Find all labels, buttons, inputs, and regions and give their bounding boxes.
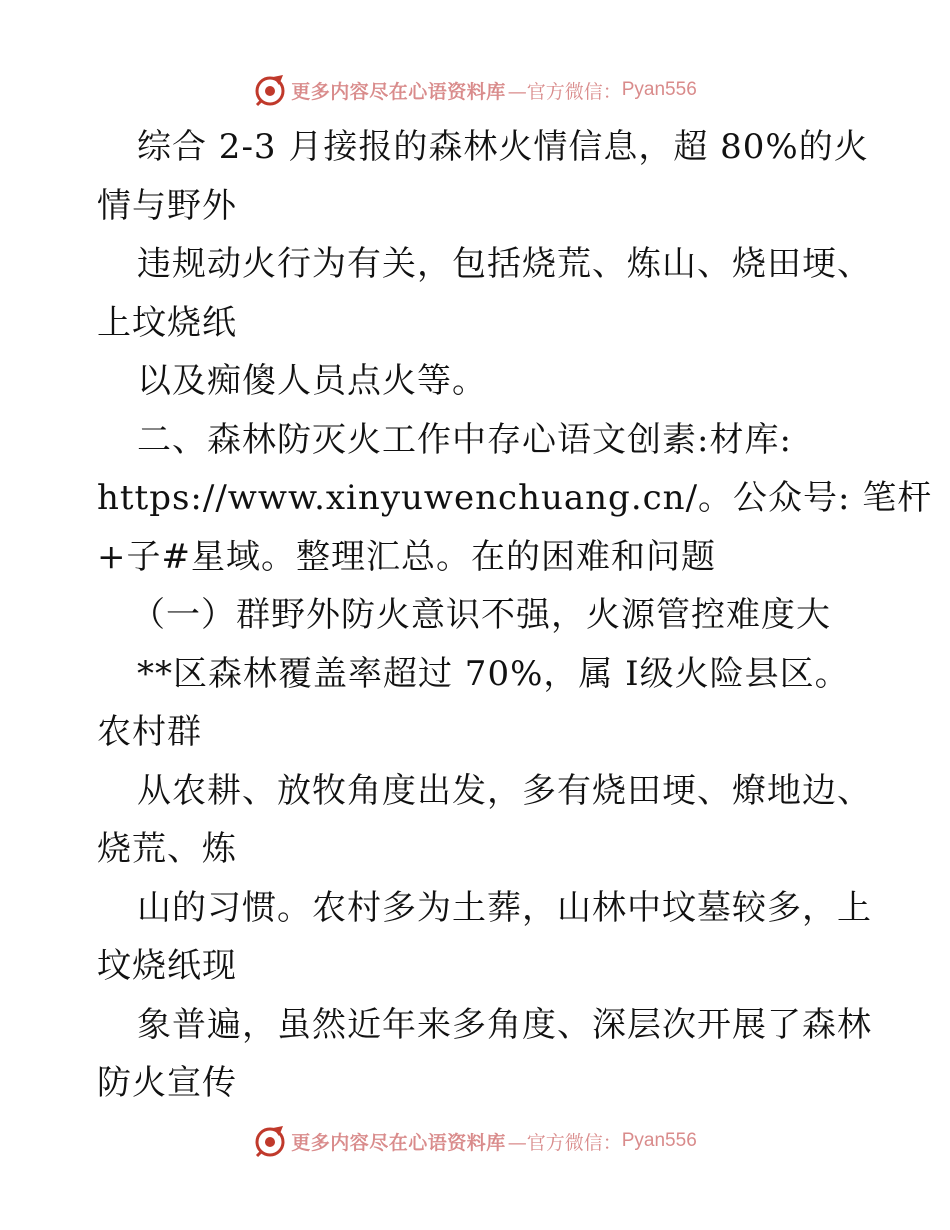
text-line: 农村群: [97, 712, 202, 752]
footer-banner: [0, 1121, 950, 1161]
pen-logo-icon: [253, 73, 287, 107]
text-line: 情与野外: [97, 185, 237, 226]
text-line: 上坟烧纸: [97, 302, 237, 343]
subsection-heading: （一）群野外防火意识不强，火源管控难度大: [131, 595, 831, 635]
banner-wechat-label: —官方微信：: [507, 1131, 622, 1154]
text-line: 综合 2-3 月接报的森林火情信息，超 80%的火: [137, 127, 869, 167]
header-banner: [0, 70, 950, 110]
text-line: **区森林覆盖率超过 70%，属 Ⅰ级火险县区。: [137, 653, 850, 694]
document-body: [97, 118, 933, 1113]
text-line: 坟烧纸现: [97, 946, 237, 986]
section-heading: 二、森林防灭火工作中存心语文创素:材库:: [137, 419, 792, 460]
text-line: 山的习惯。农村多为土葬，山林中坟墓较多，上: [137, 887, 872, 928]
banner-title: 更多内容尽在心语资料库: [291, 1131, 506, 1154]
text-line: 违规动火行为有关，包括烧荒、炼山、烧田埂、: [137, 244, 872, 284]
text-line: 防火宣传: [97, 1063, 237, 1103]
banner-wechat-id: Pyan556: [621, 1130, 697, 1151]
text-line: 烧荒、炼: [97, 829, 237, 869]
text-line: 以及痴傻人员点火等。: [137, 361, 487, 401]
banner-wechat-label: —官方微信：: [507, 80, 622, 103]
text-line: https://www.xinyuwenchuang.cn/。公众号: 笔杆: [97, 478, 933, 518]
banner-wechat-id: Pyan556: [621, 79, 697, 100]
pen-logo-icon: [253, 1124, 287, 1158]
text-line: 从农耕、放牧角度出发，多有烧田埂、燎地边、: [137, 770, 872, 811]
text-line: 象普遍，虽然近年来多角度、深层次开展了森林: [137, 1004, 872, 1045]
banner-title: 更多内容尽在心语资料库: [291, 80, 506, 103]
text-line: +子#星域。整理汇总。在的困难和问题: [97, 536, 716, 577]
